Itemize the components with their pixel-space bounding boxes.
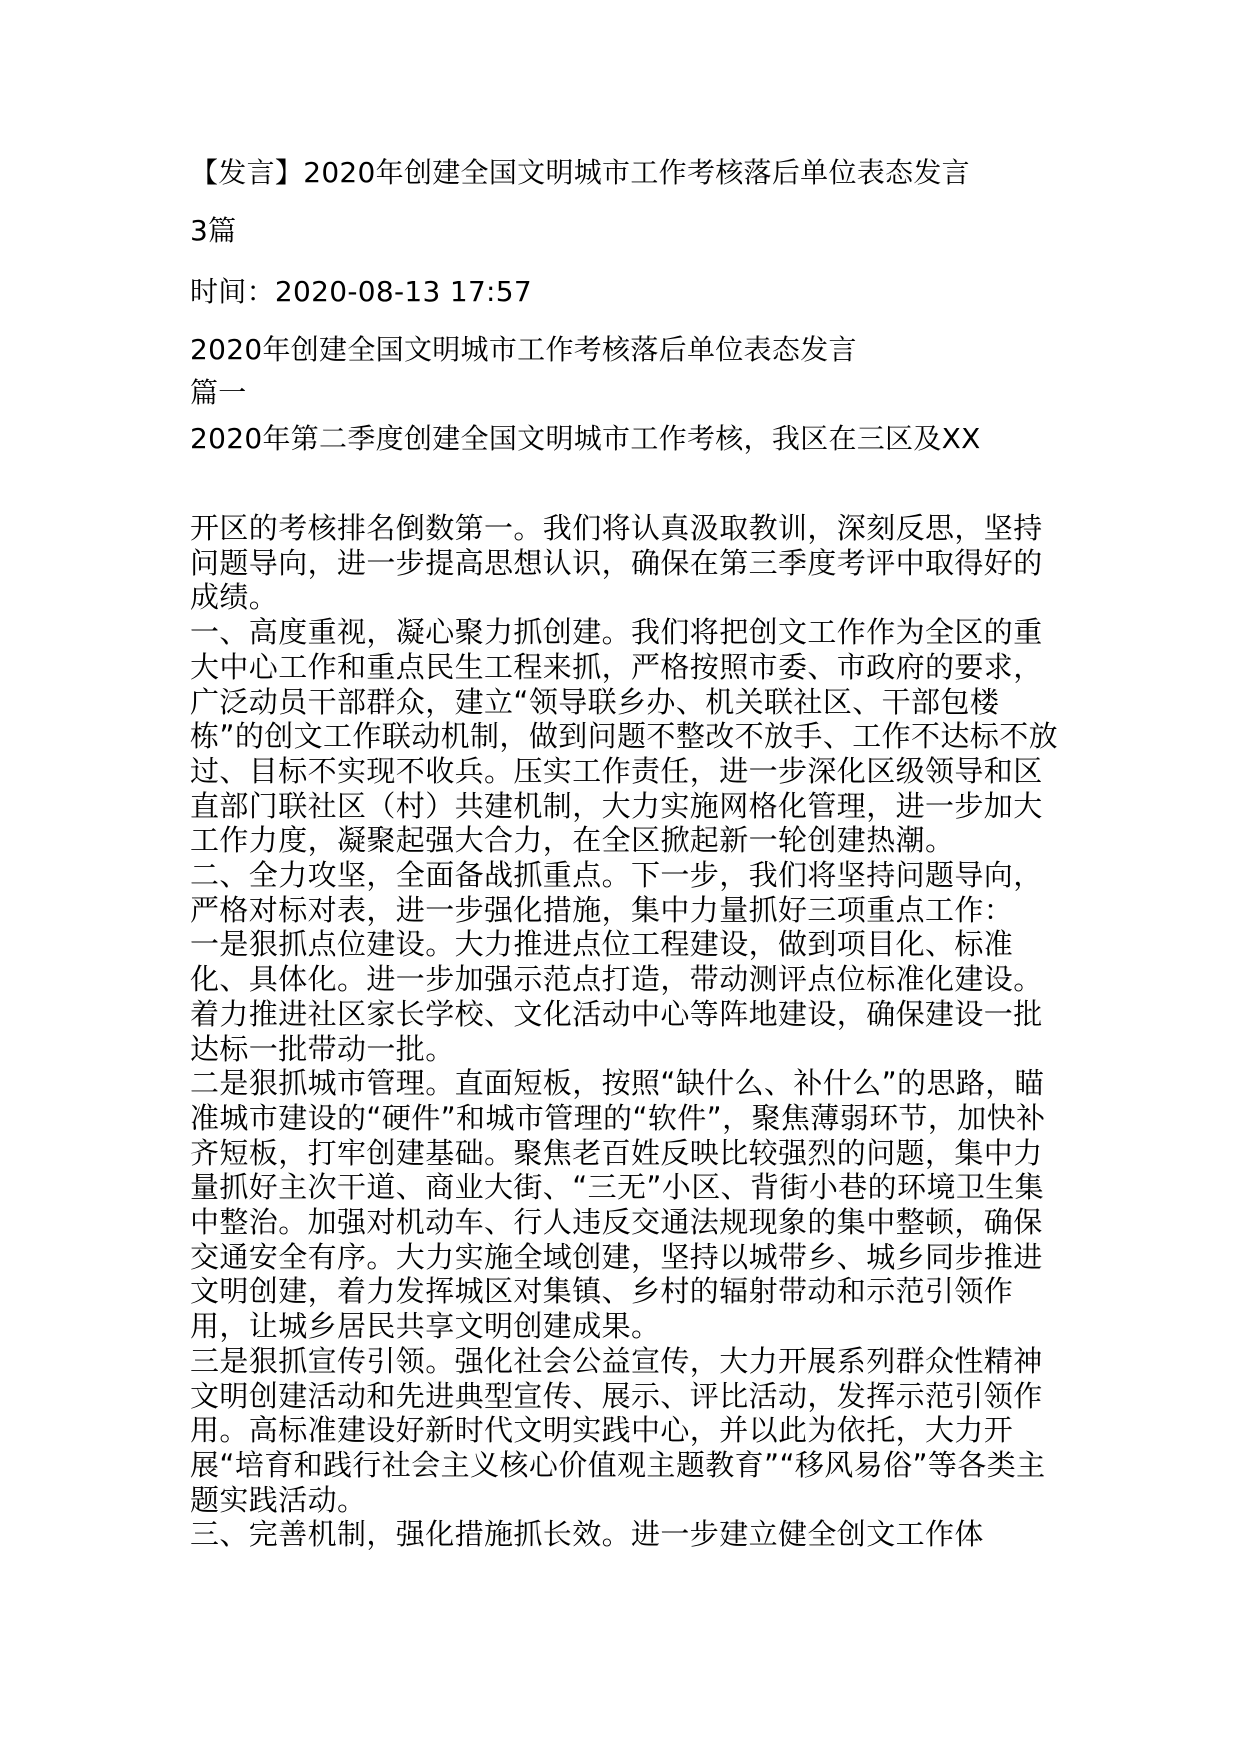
section-label: 篇一 bbox=[190, 376, 247, 409]
paragraph: 三是狠抓宣传引领。强化社会公益宣传，大力开展系列群众性精神文明创建活动和先进典型宣传、展示、评比活动，发挥示范引领作用。高标准建设好新时代文明实践中心，并以此为依托，大力开展“培育和践行社会主义核心价值观主题教育”“移风易俗”等各类主题实践活动。 bbox=[190, 1343, 1046, 1517]
document-title-line-2: 3篇 bbox=[190, 214, 237, 247]
first-body-line: 2020年第二季度创建全国文明城市工作考核，我区在三区及XX bbox=[190, 422, 981, 455]
paragraph: 开区的考核排名倒数第一。我们将认真汲取教训，深刻反思，坚持问题导向，进一步提高思想认识，确保在第三季度考评中取得好的成绩。 bbox=[190, 511, 1043, 615]
timestamp-line: 时间：2020-08-13 17:57 bbox=[190, 275, 533, 308]
paragraph: 三、完善机制，强化措施抓长效。进一步建立健全创文工作体 bbox=[190, 1517, 984, 1552]
body-text bbox=[190, 511, 1070, 1552]
paragraph: 二是狠抓城市管理。直面短板，按照“缺什么、补什么”的思路，瞄准城市建设的“硬件”和城市管理的“软件”，聚焦薄弱环节，加快补齐短板，打牢创建基础。聚焦老百姓反映比较强烈的问题，集中力量抓好主次干道、商业大街、“三无”小区、背街小巷的环境卫生集中整治。加强对机动车、行人违反交通法规现象的集中整顿，确保交通安全有序。大力实施全域创建，坚持以城带乡、城乡同步推进文明创建，着力发挥城区对集镇、乡村的辐射带动和示范引领作用，让城乡居民共享文明创建成果。 bbox=[190, 1066, 1046, 1344]
document-title-line-1: 【发言】2020年创建全国文明城市工作考核落后单位表态发言 bbox=[190, 156, 970, 189]
paragraph: 一是狠抓点位建设。大力推进点位工程建设，做到项目化、标准化、具体化。进一步加强示范点打造，带动测评点位标准化建设。着力推进社区家长学校、文化活动中心等阵地建设，确保建设一批达标一批带动一批。 bbox=[190, 927, 1043, 1066]
paragraph: 一、高度重视，凝心聚力抓创建。我们将把创文工作作为全区的重大中心工作和重点民生工程来抓，严格按照市委、市政府的要求，广泛动员干部群众，建立“领导联乡办、机关联社区、干部包楼栋”的创文工作联动机制，做到问题不整改不放手、工作不达标不放过、目标不实现不收兵。压实工作责任，进一步深化区级领导和区直部门联社区（村）共建机制，大力实施网格化管理，进一步加大工作力度，凝聚起强大合力，在全区掀起新一轮创建热潮。 bbox=[190, 615, 1059, 858]
paragraph: 二、全力攻坚，全面备战抓重点。下一步，我们将坚持问题导向，严格对标对表，进一步强化措施，集中力量抓好三项重点工作： bbox=[190, 858, 1043, 927]
document-subtitle: 2020年创建全国文明城市工作考核落后单位表态发言 bbox=[190, 333, 857, 366]
